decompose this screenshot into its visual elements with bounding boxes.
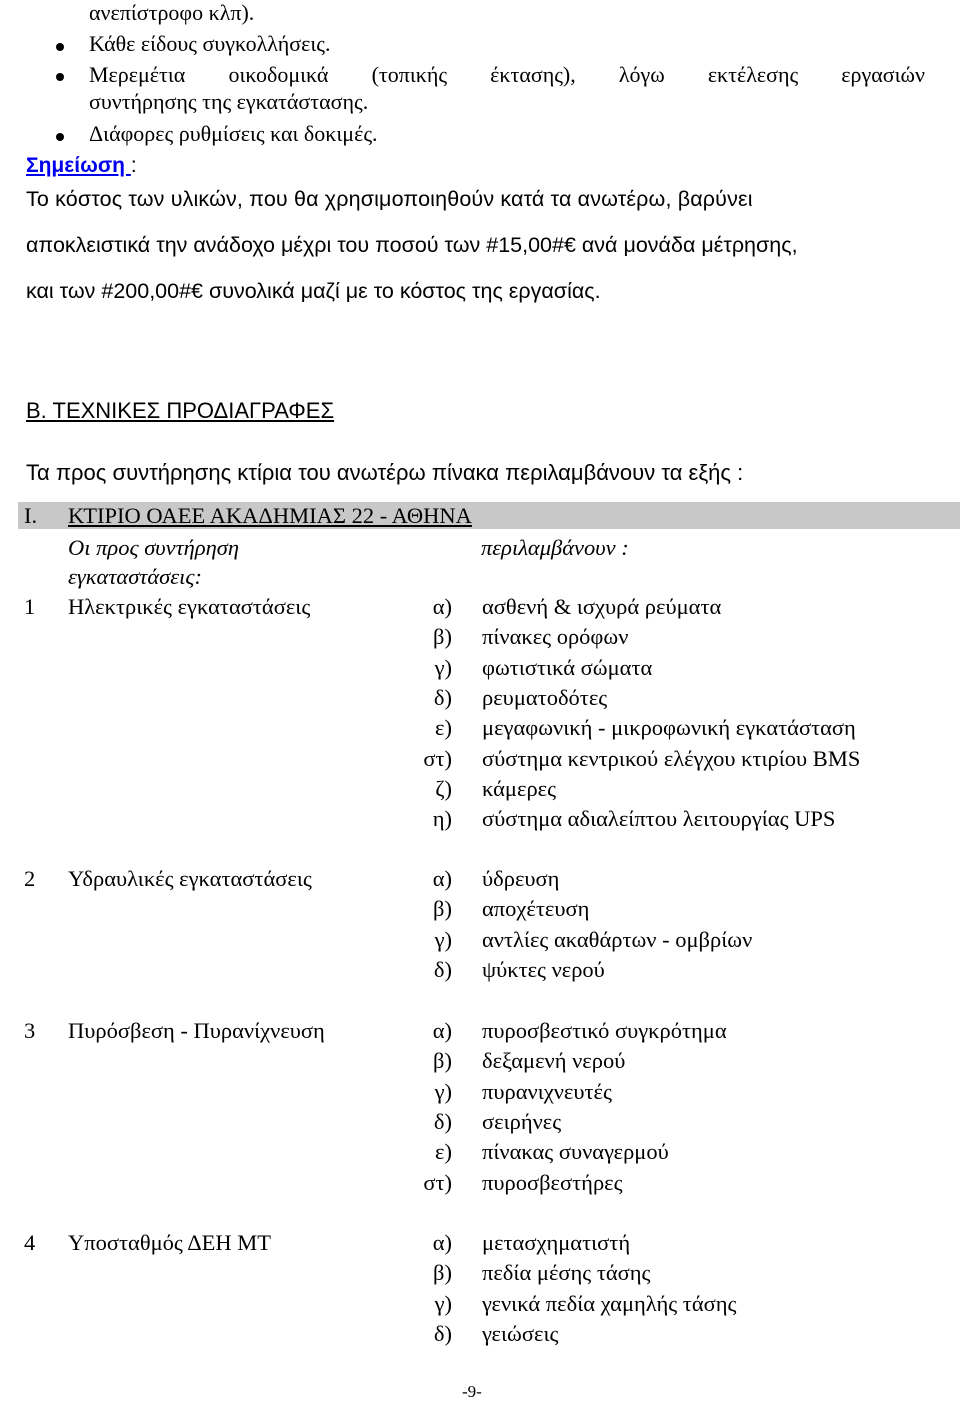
item-letter: β) xyxy=(433,1260,452,1285)
bullet-item-2-word: οικοδομικά xyxy=(228,62,329,87)
item-text: σύστημα κεντρικού ελέγχου κτιρίου BMS xyxy=(482,746,861,771)
bullet-item-2-line2: συντήρησης της εγκατάστασης. xyxy=(89,89,369,114)
bullet-item-2-word: εκτέλεσης xyxy=(707,62,799,87)
group-name: Υποσταθμός ΔΕΗ ΜΤ xyxy=(68,1230,272,1255)
item-letter: β) xyxy=(433,1048,452,1073)
column-header-includes: περιλαμβάνουν : xyxy=(481,535,629,560)
item-letter: α) xyxy=(432,594,452,619)
item-text: πυροσβεστήρες xyxy=(482,1170,623,1195)
item-letter: γ) xyxy=(434,927,452,952)
bullet-dot xyxy=(56,73,64,81)
item-letter: στ) xyxy=(423,746,452,771)
item-letter: γ) xyxy=(434,1079,452,1104)
item-text: δεξαμενή νερού xyxy=(482,1048,626,1073)
note-label: Σημείωση xyxy=(26,154,131,177)
group-number: 2 xyxy=(24,866,36,891)
item-text: μεγαφωνική - μικροφωνική εγκατάσταση xyxy=(482,715,856,740)
group-name: Πυρόσβεση - Πυρανίχνευση xyxy=(68,1018,325,1043)
section-intro: Τα προς συντήρησης κτίρια του ανωτέρω πίνακα περιλαμβάνουν τα εξής : xyxy=(26,460,744,485)
item-letter: α) xyxy=(432,866,452,891)
item-text: φωτιστικά σώματα xyxy=(482,655,653,680)
item-text: κάμερες xyxy=(482,776,557,801)
item-text: πίνακες ορόφων xyxy=(482,624,629,649)
item-text: πυρανιχνευτές xyxy=(482,1079,612,1104)
column-header-installations: Οι προς συντήρηση xyxy=(68,535,240,560)
item-text: γενικά πεδία χαμηλής τάσης xyxy=(482,1291,737,1316)
bullet-item-1: Κάθε είδους συγκολλήσεις. xyxy=(89,31,331,56)
item-letter: στ) xyxy=(423,1170,452,1195)
item-letter: δ) xyxy=(433,957,452,982)
item-letter: δ) xyxy=(433,685,452,710)
item-letter: α) xyxy=(432,1018,452,1043)
note-line-3: και των #200,00#€ συνολικά μαζί με το κόστος της εργασίας. xyxy=(26,279,601,303)
item-letter: ζ) xyxy=(435,776,452,801)
group-name: Υδραυλικές εγκαταστάσεις xyxy=(68,866,312,891)
item-text: ύδρευση xyxy=(482,866,560,891)
group-name: Ηλεκτρικές εγκαταστάσεις xyxy=(68,594,311,619)
item-text: ρευματοδότες xyxy=(482,685,608,710)
item-text: ασθενή & ισχυρά ρεύματα xyxy=(482,594,722,619)
group-number: 4 xyxy=(24,1230,36,1255)
item-text: πυροσβεστικό συγκρότημα xyxy=(482,1018,727,1043)
item-text: πεδία μέσης τάσης xyxy=(482,1260,651,1285)
item-text: γειώσεις xyxy=(482,1321,559,1346)
note-line-2: αποκλειστικά την ανάδοχο μέχρι του ποσού των #15,00#€ ανά μονάδα μέτρησης, xyxy=(26,233,798,257)
note-colon: : xyxy=(130,154,137,177)
item-text: μετασχηματιστή xyxy=(482,1230,631,1255)
item-text: σύστημα αδιαλείπτου λειτουργίας UPS xyxy=(482,806,836,831)
page-number: -9- xyxy=(462,1382,482,1401)
group-number: 1 xyxy=(24,594,36,619)
item-letter: α) xyxy=(432,1230,452,1255)
bullet-item-2-word: έκτασης), xyxy=(490,62,576,87)
item-text: ψύκτες νερού xyxy=(482,957,605,982)
item-letter: δ) xyxy=(433,1321,452,1346)
item-letter: β) xyxy=(433,896,452,921)
bullet-dot xyxy=(56,133,64,141)
item-letter: γ) xyxy=(434,1291,452,1316)
group-number: 3 xyxy=(24,1018,36,1043)
section-title: Β. ΤΕΧΝΙΚΕΣ ΠΡΟΔΙΑΓΡΑΦΕΣ xyxy=(26,398,335,423)
item-letter: β) xyxy=(433,624,452,649)
bullet-item-2-word: εργασιών xyxy=(841,62,925,87)
item-text: πίνακας συναγερμού xyxy=(482,1139,669,1164)
note-heading xyxy=(26,154,137,178)
item-letter: η) xyxy=(432,806,452,831)
bullet-item-2-word: λόγω xyxy=(618,62,665,87)
item-text: αποχέτευση xyxy=(482,896,590,921)
item-text: αντλίες ακαθάρτων - ομβρίων xyxy=(482,927,753,952)
item-letter: ε) xyxy=(435,1139,452,1164)
bullet-dot xyxy=(56,43,64,51)
column-header-installations-cont: εγκαταστάσεις: xyxy=(68,564,203,589)
bullet-continuation: ανεπίστροφο κλπ). xyxy=(89,0,255,25)
bullet-item-2-line1 xyxy=(89,62,925,88)
building-name: ΚΤΙΡΙΟ ΟΑΕΕ ΑΚΑΔΗΜΙΑΣ 22 - ΑΘΗΝΑ xyxy=(68,503,472,528)
building-numeral: Ι. xyxy=(24,503,38,528)
bullet-item-3: Διάφορες ρυθμίσεις και δοκιμές. xyxy=(89,121,378,146)
bullet-item-2-word: Μερεμέτια xyxy=(89,62,186,87)
item-letter: γ) xyxy=(434,655,452,680)
item-text: σειρήνες xyxy=(482,1109,562,1134)
note-line-1: Το κόστος των υλικών, που θα χρησιμοποιηθούν κατά τα ανωτέρω, βαρύνει xyxy=(26,187,753,211)
item-letter: δ) xyxy=(433,1109,452,1134)
item-letter: ε) xyxy=(435,715,452,740)
bullet-item-2-word: (τοπικής xyxy=(371,62,448,87)
